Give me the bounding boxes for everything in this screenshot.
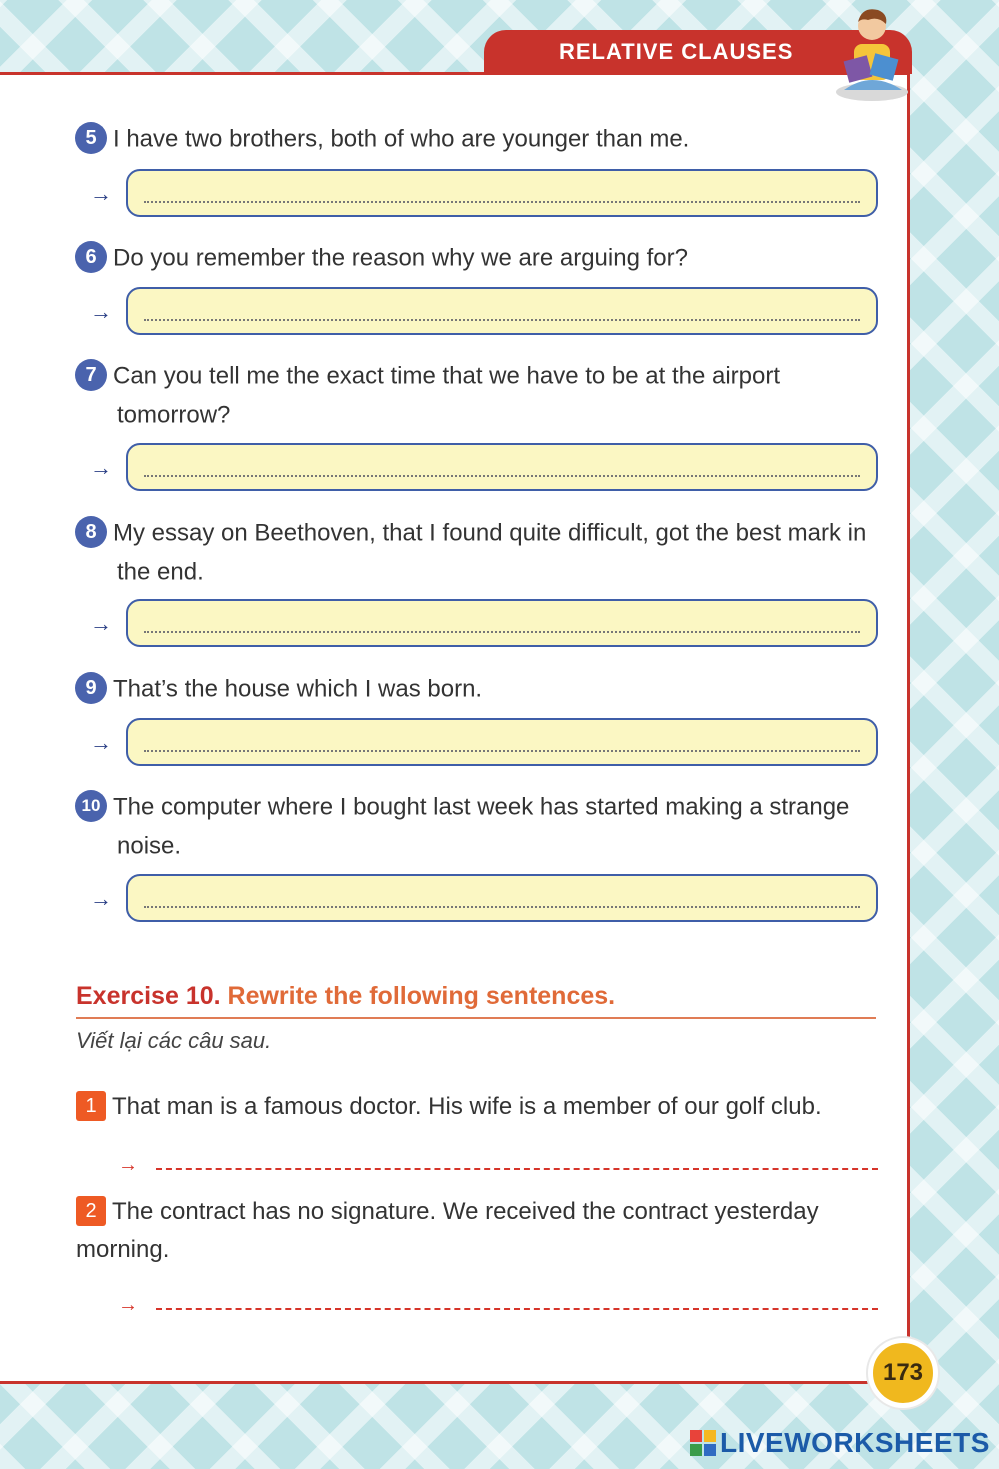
question-10 — [75, 788, 879, 865]
arrow-icon: → — [90, 455, 112, 480]
dotted-answer-line — [144, 631, 860, 633]
exercise-description: Rewrite the following sentences. — [227, 982, 616, 1010]
question-text: The computer where I bought last week has started making a strange noise. — [113, 793, 850, 860]
heading-divider — [76, 1017, 876, 1019]
answer-field-5 — [90, 169, 876, 217]
question-9 — [75, 670, 879, 709]
item-text: The contract has no signature. We received the contract yesterday morning. — [76, 1198, 819, 1263]
arrow-icon: → — [118, 1154, 138, 1176]
question-number-badge: 6 — [75, 241, 107, 273]
rewrite-answer-2[interactable] — [118, 1294, 878, 1318]
answer-input-8[interactable] — [126, 599, 878, 647]
item-number-badge: 2 — [76, 1196, 106, 1226]
answer-input-6[interactable] — [126, 287, 878, 335]
question-8 — [75, 514, 879, 591]
question-text: Do you remember the reason why we are arguing for? — [113, 244, 688, 272]
dotted-answer-line — [144, 906, 860, 908]
answer-input-7[interactable] — [126, 443, 878, 491]
brand-name: LIVEWORKSHEETS — [720, 1427, 990, 1458]
arrow-icon: → — [90, 181, 112, 206]
page-number: 173 — [882, 1359, 924, 1386]
rewrite-answer-1[interactable] — [118, 1154, 878, 1178]
exercise-label: Exercise 10. — [76, 982, 221, 1010]
dotted-answer-line — [144, 475, 860, 477]
answer-field-9 — [90, 718, 876, 766]
question-number-badge: 8 — [75, 516, 107, 548]
arrow-icon: → — [90, 299, 112, 324]
answer-field-7 — [90, 443, 876, 491]
arrow-icon: → — [90, 730, 112, 755]
question-text: Can you tell me the exact time that we have to be at the airport tomorrow? — [113, 362, 781, 429]
question-number-badge: 5 — [75, 122, 107, 154]
section-title: RELATIVE CLAUSES — [559, 39, 794, 64]
dotted-answer-line — [144, 201, 860, 203]
arrow-icon: → — [90, 886, 112, 911]
question-6 — [75, 239, 879, 278]
liveworksheets-logo-icon — [690, 1430, 716, 1456]
arrow-icon: → — [118, 1294, 138, 1316]
answer-field-10 — [90, 874, 876, 922]
answer-field-6 — [90, 287, 876, 335]
answer-input-9[interactable] — [126, 718, 878, 766]
answer-field-8 — [90, 599, 876, 647]
item-number-badge: 1 — [76, 1091, 106, 1121]
rewrite-item-2 — [76, 1193, 876, 1269]
question-text: That’s the house which I was born. — [113, 675, 483, 703]
question-7 — [75, 357, 879, 434]
question-text: I have two brothers, both of who are younger than me. — [113, 125, 690, 153]
dashed-answer-line — [156, 1308, 878, 1310]
question-text: My essay on Beethoven, that I found quite difficult, got the best mark in the end. — [113, 519, 867, 586]
item-text: That man is a famous doctor. His wife is a member of our golf club. — [112, 1093, 822, 1120]
dotted-answer-line — [144, 319, 860, 321]
page-number-badge — [868, 1338, 938, 1408]
dashed-answer-line — [156, 1168, 878, 1170]
arrow-icon: → — [90, 611, 112, 636]
liveworksheets-brand — [690, 1426, 990, 1460]
question-5 — [75, 120, 879, 159]
answer-input-10[interactable] — [126, 874, 878, 922]
question-number-badge: 10 — [75, 790, 107, 822]
question-number-badge: 9 — [75, 672, 107, 704]
dotted-answer-line — [144, 750, 860, 752]
exercise-subtitle: Viết lại các câu sau. — [76, 1028, 272, 1053]
rewrite-item-1 — [76, 1088, 876, 1126]
exercise-heading — [76, 982, 615, 1011]
question-number-badge: 7 — [75, 359, 107, 391]
reading-boy-illustration — [832, 0, 912, 102]
answer-input-5[interactable] — [126, 169, 878, 217]
